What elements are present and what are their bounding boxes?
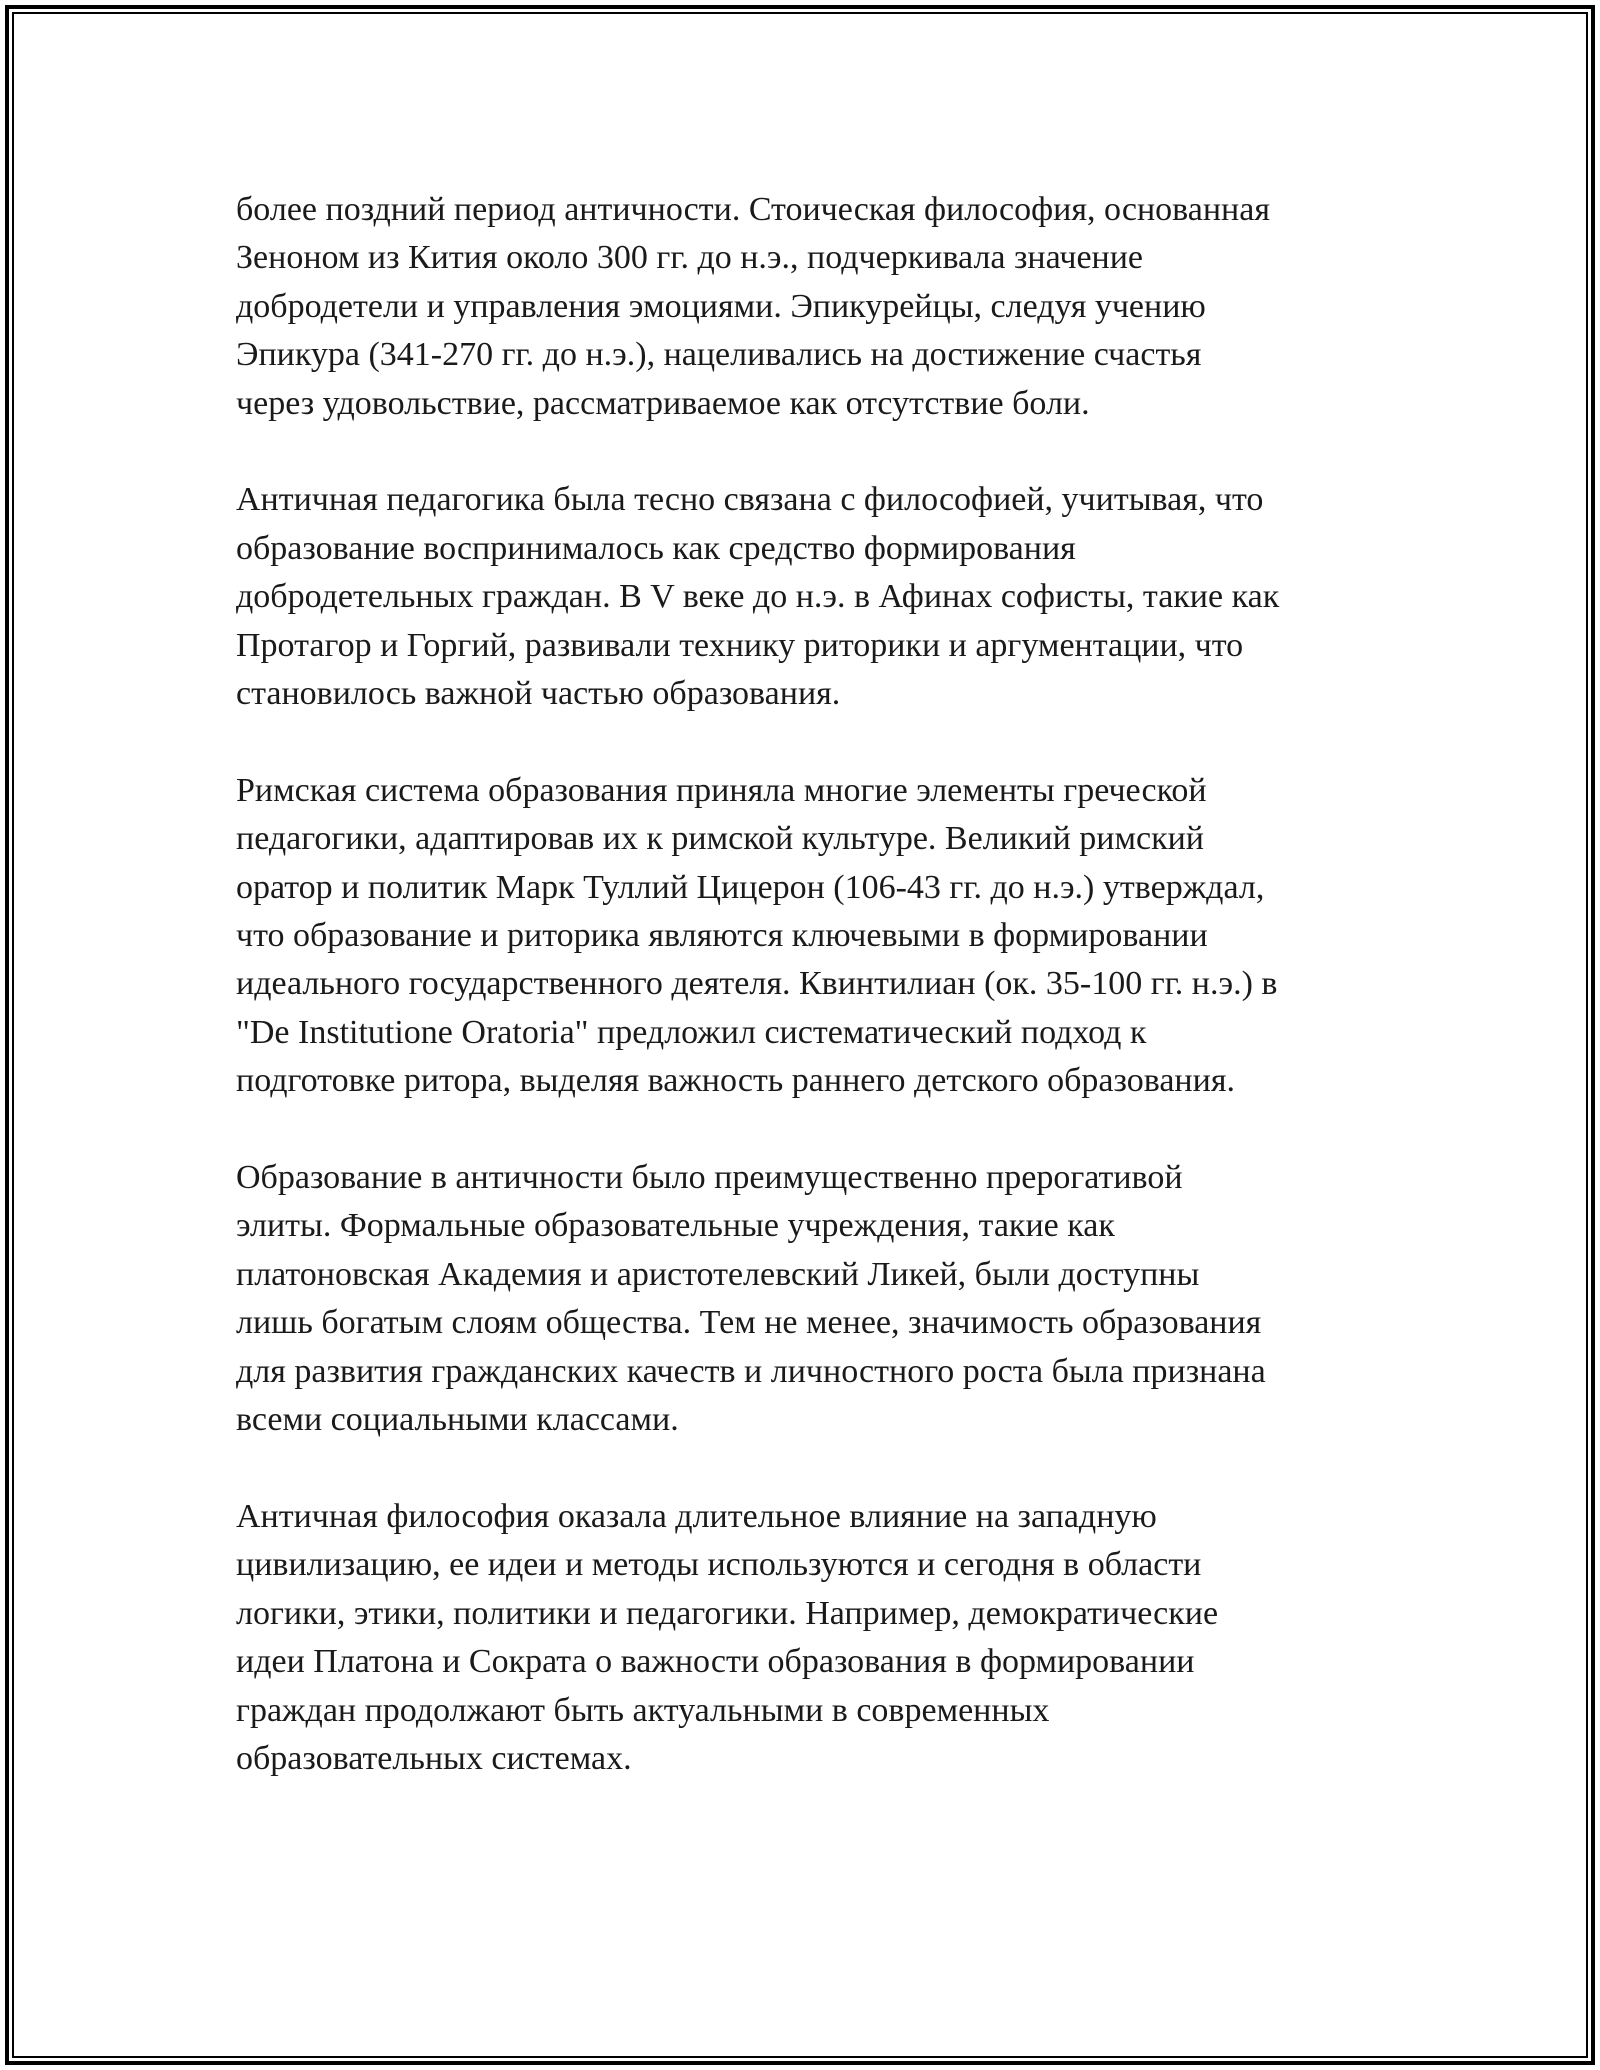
text-line: цивилизацию, ее идеи и методы используются и сегодня в области: [236, 1546, 1202, 1584]
paragraph: [236, 767, 1386, 1106]
text-line: образовательных системах.: [236, 1739, 632, 1777]
text-line: Протагор и Горгий, развивали технику риторики и аргументации, что: [236, 626, 1244, 664]
paragraph: [236, 1154, 1386, 1444]
text-line: Эпикура (341-270 гг. до н.э.), нацеливались на достижение счастья: [236, 336, 1202, 374]
text-line: подготовке ритора, выделяя важность раннего детского образования.: [236, 1062, 1235, 1100]
text-line: более поздний период античности. Стоическая философия, основанная: [236, 191, 1270, 228]
text-line: через удовольствие, рассматриваемое как отсутствие боли.: [236, 384, 1090, 422]
text-line: для развития гражданских качеств и личностного роста была признана: [236, 1352, 1266, 1390]
text-line: Образование в античности было преимущественно прерогативой: [236, 1159, 1183, 1197]
text-line: граждан продолжают быть актуальными в современных: [236, 1691, 1050, 1729]
paragraph: [236, 476, 1386, 718]
text-line: Римская система образования приняла многие элементы греческой: [236, 771, 1207, 809]
text-line: образование воспринималось как средство формирования: [236, 529, 1076, 567]
text-line: элиты. Формальные образовательные учреждения, такие как: [236, 1207, 1115, 1245]
text-line: всеми социальными классами.: [236, 1401, 679, 1439]
document-body: [236, 186, 1386, 1832]
text-line: лишь богатым слоям общества. Тем не менее, значимость образования: [236, 1304, 1262, 1342]
text-line: платоновская Академия и аристотелевский Ликей, были доступны: [236, 1255, 1200, 1293]
text-line: добродетели и управления эмоциями. Эпикурейцы, следуя учению: [236, 287, 1206, 325]
text-line: Зеноном из Кития около 300 гг. до н.э., подчеркивала значение: [236, 239, 1144, 277]
text-line: становилось важной частью образования.: [236, 675, 841, 713]
text-line: Античная философия оказала длительное влияние на западную: [236, 1497, 1157, 1535]
text-line: "De Institutione Oratoria" предложил систематический подход к: [236, 1013, 1147, 1051]
text-line: педагогики, адаптировав их к римской культуре. Великий римский: [236, 820, 1204, 858]
text-line: идеи Платона и Сократа о важности образования в формировании: [236, 1643, 1195, 1681]
text-line: что образование и риторика являются ключевыми в формировании: [236, 917, 1208, 955]
paragraph: [236, 1493, 1386, 1783]
text-line: оратор и политик Марк Туллий Цицерон (106-43 гг. до н.э.) утверждал,: [236, 868, 1265, 906]
text-line: Античная педагогика была тесно связана с философией, учитывая, что: [236, 481, 1264, 519]
text-line: идеального государственного деятеля. Квинтилиан (ок. 35-100 гг. н.э.) в: [236, 965, 1278, 1003]
paragraph: [236, 186, 1386, 428]
text-line: добродетельных граждан. В V веке до н.э. в Афинах софисты, такие как: [236, 578, 1280, 616]
text-line: логики, этики, политики и педагогики. Например, демократические: [236, 1594, 1219, 1632]
